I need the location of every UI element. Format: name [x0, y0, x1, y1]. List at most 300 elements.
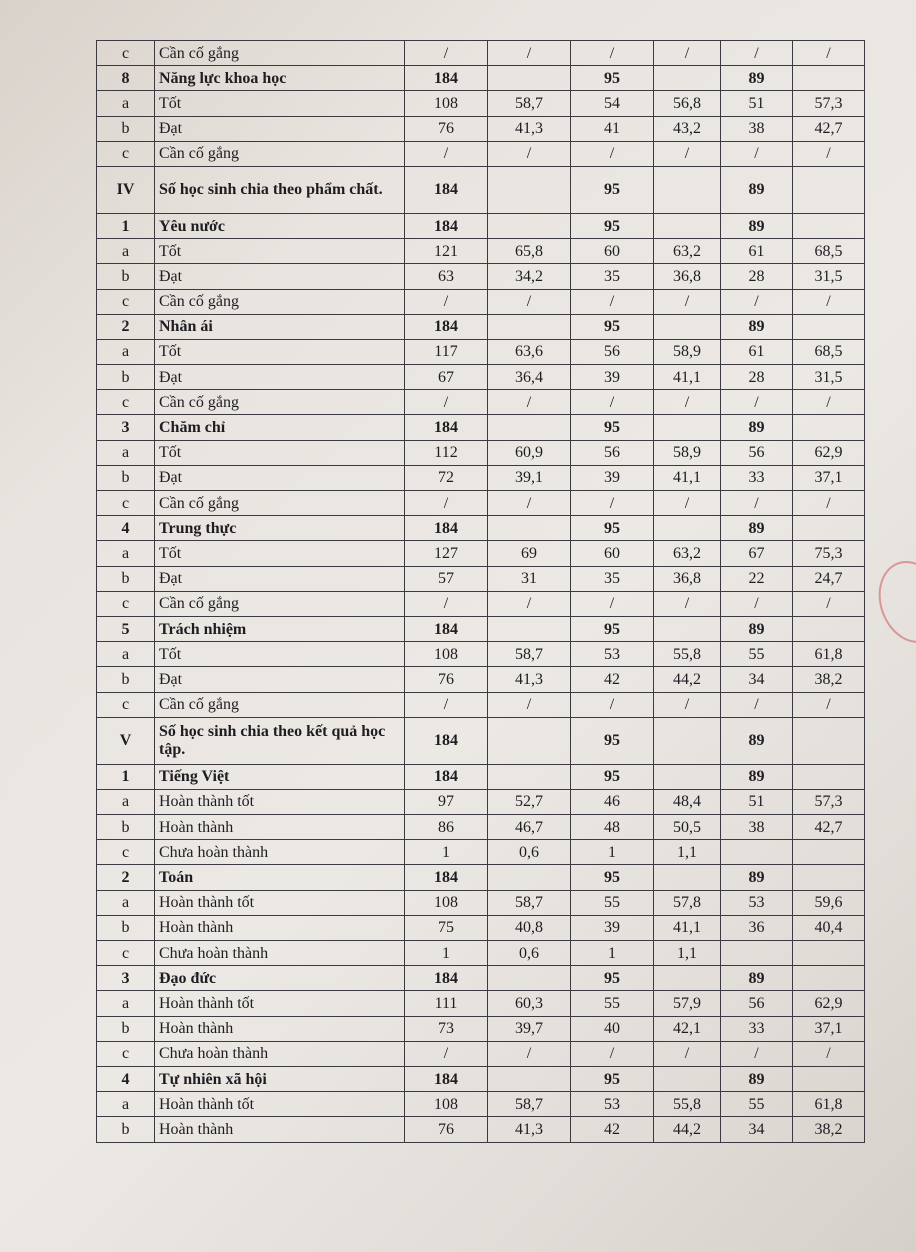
value-cell: 36,8: [654, 264, 721, 289]
value-cell: 58,7: [488, 1092, 571, 1117]
value-cell: 65,8: [488, 239, 571, 264]
value-cell: [488, 166, 571, 213]
value-cell: 1: [571, 941, 654, 966]
value-cell: 39: [571, 465, 654, 490]
row-code: 3: [97, 966, 155, 991]
row-code: a: [97, 440, 155, 465]
value-cell: 57,3: [793, 91, 865, 116]
value-cell: 1: [571, 840, 654, 865]
row-code: 2: [97, 314, 155, 339]
value-cell: /: [793, 1041, 865, 1066]
row-label: Trung thực: [155, 516, 405, 541]
row-code: 8: [97, 66, 155, 91]
table-row: [97, 339, 865, 364]
value-cell: /: [571, 1041, 654, 1066]
value-cell: [488, 516, 571, 541]
value-cell: [793, 516, 865, 541]
row-label: Đạt: [155, 365, 405, 390]
row-code: 4: [97, 516, 155, 541]
value-cell: 89: [721, 966, 793, 991]
table-row: [97, 692, 865, 717]
table-row: [97, 1117, 865, 1142]
row-label: Cần cố gắng: [155, 289, 405, 314]
value-cell: [793, 213, 865, 238]
value-cell: 41: [571, 116, 654, 141]
value-cell: 184: [405, 66, 488, 91]
row-label: Toán: [155, 865, 405, 890]
value-cell: [793, 966, 865, 991]
value-cell: 35: [571, 264, 654, 289]
row-label: Chưa hoàn thành: [155, 840, 405, 865]
value-cell: 75,3: [793, 541, 865, 566]
value-cell: /: [654, 1041, 721, 1066]
value-cell: 95: [571, 166, 654, 213]
row-label: Hoàn thành: [155, 1016, 405, 1041]
value-cell: 36: [721, 915, 793, 940]
value-cell: [793, 941, 865, 966]
row-label: Số học sinh chia theo kết quả học tập.: [155, 717, 405, 764]
value-cell: 89: [721, 166, 793, 213]
value-cell: /: [571, 41, 654, 66]
value-cell: /: [405, 289, 488, 314]
value-cell: /: [488, 692, 571, 717]
section-row: [97, 314, 865, 339]
value-cell: /: [793, 390, 865, 415]
value-cell: [793, 865, 865, 890]
value-cell: 51: [721, 91, 793, 116]
value-cell: 56: [721, 991, 793, 1016]
value-cell: 43,2: [654, 116, 721, 141]
value-cell: [654, 314, 721, 339]
value-cell: 86: [405, 815, 488, 840]
value-cell: 41,1: [654, 465, 721, 490]
value-cell: /: [488, 289, 571, 314]
row-label: Hoàn thành: [155, 1117, 405, 1142]
row-label: Năng lực khoa học: [155, 66, 405, 91]
value-cell: 60,9: [488, 440, 571, 465]
value-cell: 41,3: [488, 667, 571, 692]
value-cell: 76: [405, 667, 488, 692]
row-code: a: [97, 642, 155, 667]
value-cell: 34: [721, 667, 793, 692]
red-seal-stamp: [868, 552, 916, 653]
value-cell: [654, 966, 721, 991]
value-cell: 59,6: [793, 890, 865, 915]
value-cell: 38: [721, 116, 793, 141]
row-code: b: [97, 465, 155, 490]
value-cell: 63: [405, 264, 488, 289]
value-cell: 53: [571, 1092, 654, 1117]
value-cell: 56: [721, 440, 793, 465]
row-code: b: [97, 915, 155, 940]
value-cell: 28: [721, 365, 793, 390]
row-label: Tốt: [155, 239, 405, 264]
value-cell: /: [654, 289, 721, 314]
row-label: Hoàn thành tốt: [155, 1092, 405, 1117]
value-cell: /: [654, 491, 721, 516]
row-code: a: [97, 339, 155, 364]
row-code: IV: [97, 166, 155, 213]
value-cell: 95: [571, 314, 654, 339]
value-cell: /: [571, 692, 654, 717]
row-label: Tiếng Việt: [155, 764, 405, 789]
value-cell: 51: [721, 789, 793, 814]
table-row: [97, 141, 865, 166]
row-label: Tốt: [155, 541, 405, 566]
value-cell: [488, 213, 571, 238]
value-cell: 48: [571, 815, 654, 840]
value-cell: 42: [571, 1117, 654, 1142]
value-cell: 44,2: [654, 667, 721, 692]
value-cell: 61: [721, 339, 793, 364]
value-cell: 28: [721, 264, 793, 289]
value-cell: /: [488, 390, 571, 415]
value-cell: 184: [405, 865, 488, 890]
table-row: [97, 390, 865, 415]
value-cell: /: [405, 41, 488, 66]
value-cell: 46: [571, 789, 654, 814]
value-cell: 75: [405, 915, 488, 940]
value-cell: 24,7: [793, 566, 865, 591]
value-cell: 62,9: [793, 991, 865, 1016]
row-code: c: [97, 289, 155, 314]
value-cell: 34,2: [488, 264, 571, 289]
value-cell: 61,8: [793, 1092, 865, 1117]
value-cell: 41,3: [488, 116, 571, 141]
row-code: b: [97, 566, 155, 591]
table-body: [97, 41, 865, 1143]
value-cell: /: [654, 141, 721, 166]
value-cell: 89: [721, 66, 793, 91]
value-cell: /: [654, 390, 721, 415]
value-cell: 39,7: [488, 1016, 571, 1041]
value-cell: /: [793, 591, 865, 616]
value-cell: /: [721, 491, 793, 516]
value-cell: 95: [571, 616, 654, 641]
value-cell: 55,8: [654, 642, 721, 667]
section-row: [97, 717, 865, 764]
value-cell: 60: [571, 541, 654, 566]
value-cell: /: [405, 692, 488, 717]
value-cell: 53: [721, 890, 793, 915]
value-cell: /: [405, 1041, 488, 1066]
value-cell: [654, 66, 721, 91]
value-cell: 184: [405, 616, 488, 641]
row-label: Trách nhiệm: [155, 616, 405, 641]
value-cell: 56,8: [654, 91, 721, 116]
row-code: a: [97, 789, 155, 814]
value-cell: 63,2: [654, 239, 721, 264]
value-cell: 60: [571, 239, 654, 264]
value-cell: 89: [721, 865, 793, 890]
row-label: Hoàn thành tốt: [155, 991, 405, 1016]
value-cell: 33: [721, 1016, 793, 1041]
value-cell: [654, 616, 721, 641]
value-cell: 68,5: [793, 339, 865, 364]
value-cell: 95: [571, 415, 654, 440]
row-code: c: [97, 141, 155, 166]
value-cell: 31,5: [793, 264, 865, 289]
value-cell: [488, 1066, 571, 1091]
row-code: 4: [97, 1066, 155, 1091]
row-code: a: [97, 991, 155, 1016]
value-cell: /: [721, 1041, 793, 1066]
table-row: [97, 789, 865, 814]
value-cell: 108: [405, 890, 488, 915]
value-cell: 68,5: [793, 239, 865, 264]
value-cell: 1,1: [654, 941, 721, 966]
value-cell: 72: [405, 465, 488, 490]
row-label: Nhân ái: [155, 314, 405, 339]
value-cell: /: [488, 491, 571, 516]
section-row: [97, 1066, 865, 1091]
value-cell: 1: [405, 840, 488, 865]
value-cell: [793, 764, 865, 789]
value-cell: 31,5: [793, 365, 865, 390]
value-cell: 184: [405, 764, 488, 789]
section-row: [97, 764, 865, 789]
row-label: Yêu nước: [155, 213, 405, 238]
value-cell: [488, 865, 571, 890]
section-row: [97, 166, 865, 213]
value-cell: 39,1: [488, 465, 571, 490]
value-cell: 73: [405, 1016, 488, 1041]
table-row: [97, 890, 865, 915]
table-row: [97, 491, 865, 516]
table-row: [97, 667, 865, 692]
value-cell: [654, 166, 721, 213]
row-label: Chưa hoàn thành: [155, 941, 405, 966]
row-code: c: [97, 1041, 155, 1066]
row-label: Đạo đức: [155, 966, 405, 991]
value-cell: 184: [405, 166, 488, 213]
value-cell: 95: [571, 1066, 654, 1091]
section-row: [97, 516, 865, 541]
row-code: c: [97, 840, 155, 865]
table-row: [97, 465, 865, 490]
value-cell: 60,3: [488, 991, 571, 1016]
value-cell: /: [721, 289, 793, 314]
value-cell: 95: [571, 764, 654, 789]
value-cell: [488, 717, 571, 764]
value-cell: 58,7: [488, 890, 571, 915]
section-row: [97, 966, 865, 991]
value-cell: 42,7: [793, 815, 865, 840]
value-cell: 40,4: [793, 915, 865, 940]
value-cell: [488, 966, 571, 991]
value-cell: /: [488, 1041, 571, 1066]
value-cell: 55: [571, 890, 654, 915]
row-code: b: [97, 1117, 155, 1142]
value-cell: [488, 616, 571, 641]
row-label: Chăm chỉ: [155, 415, 405, 440]
value-cell: 1: [405, 941, 488, 966]
value-cell: /: [654, 591, 721, 616]
row-label: Hoàn thành: [155, 915, 405, 940]
value-cell: 1,1: [654, 840, 721, 865]
row-label: Tốt: [155, 339, 405, 364]
row-code: 5: [97, 616, 155, 641]
value-cell: [654, 717, 721, 764]
value-cell: 69: [488, 541, 571, 566]
value-cell: /: [488, 141, 571, 166]
table-row: [97, 941, 865, 966]
value-cell: 108: [405, 91, 488, 116]
value-cell: 76: [405, 1117, 488, 1142]
value-cell: 89: [721, 1066, 793, 1091]
row-label: Đạt: [155, 667, 405, 692]
row-label: Cần cố gắng: [155, 390, 405, 415]
row-label: Hoàn thành: [155, 815, 405, 840]
value-cell: [654, 516, 721, 541]
value-cell: 42,1: [654, 1016, 721, 1041]
value-cell: 0,6: [488, 840, 571, 865]
row-code: b: [97, 667, 155, 692]
value-cell: 184: [405, 213, 488, 238]
row-label: Cần cố gắng: [155, 491, 405, 516]
value-cell: /: [405, 390, 488, 415]
value-cell: 184: [405, 516, 488, 541]
value-cell: [654, 764, 721, 789]
row-label: Cần cố gắng: [155, 41, 405, 66]
row-label: Cần cố gắng: [155, 692, 405, 717]
row-label: Tự nhiên xã hội: [155, 1066, 405, 1091]
value-cell: 76: [405, 116, 488, 141]
table-row: [97, 1041, 865, 1066]
value-cell: 89: [721, 415, 793, 440]
value-cell: [721, 840, 793, 865]
value-cell: 38,2: [793, 667, 865, 692]
row-code: a: [97, 1092, 155, 1117]
row-label: Tốt: [155, 91, 405, 116]
value-cell: 38: [721, 815, 793, 840]
value-cell: [793, 840, 865, 865]
value-cell: 41,1: [654, 365, 721, 390]
value-cell: 61: [721, 239, 793, 264]
value-cell: /: [793, 289, 865, 314]
value-cell: [488, 764, 571, 789]
value-cell: 37,1: [793, 1016, 865, 1041]
row-code: b: [97, 1016, 155, 1041]
value-cell: 55: [721, 642, 793, 667]
section-row: [97, 616, 865, 641]
value-cell: 95: [571, 516, 654, 541]
row-label: Chưa hoàn thành: [155, 1041, 405, 1066]
row-code: b: [97, 264, 155, 289]
value-cell: 39: [571, 365, 654, 390]
value-cell: /: [571, 591, 654, 616]
value-cell: 184: [405, 966, 488, 991]
value-cell: 31: [488, 566, 571, 591]
row-label: Đạt: [155, 116, 405, 141]
row-code: 2: [97, 865, 155, 890]
value-cell: 67: [405, 365, 488, 390]
value-cell: 35: [571, 566, 654, 591]
value-cell: 89: [721, 764, 793, 789]
value-cell: 89: [721, 213, 793, 238]
value-cell: 57,3: [793, 789, 865, 814]
value-cell: [793, 166, 865, 213]
value-cell: 108: [405, 642, 488, 667]
value-cell: 36,8: [654, 566, 721, 591]
value-cell: 41,1: [654, 915, 721, 940]
value-cell: [488, 415, 571, 440]
value-cell: /: [571, 141, 654, 166]
value-cell: 117: [405, 339, 488, 364]
row-code: V: [97, 717, 155, 764]
table-row: [97, 991, 865, 1016]
value-cell: [721, 941, 793, 966]
value-cell: 52,7: [488, 789, 571, 814]
row-code: c: [97, 941, 155, 966]
value-cell: 58,7: [488, 91, 571, 116]
value-cell: 89: [721, 717, 793, 764]
value-cell: /: [793, 41, 865, 66]
value-cell: /: [721, 141, 793, 166]
row-label: Cần cố gắng: [155, 141, 405, 166]
row-code: a: [97, 239, 155, 264]
value-cell: 55,8: [654, 1092, 721, 1117]
table-row: [97, 239, 865, 264]
value-cell: [793, 415, 865, 440]
value-cell: [654, 865, 721, 890]
value-cell: 39: [571, 915, 654, 940]
row-label: Hoàn thành tốt: [155, 789, 405, 814]
row-label: Tốt: [155, 440, 405, 465]
value-cell: 108: [405, 1092, 488, 1117]
value-cell: [488, 66, 571, 91]
value-cell: 42: [571, 667, 654, 692]
value-cell: 95: [571, 865, 654, 890]
table-row: [97, 1092, 865, 1117]
value-cell: 36,4: [488, 365, 571, 390]
row-code: b: [97, 815, 155, 840]
table-row: [97, 91, 865, 116]
row-label: Đạt: [155, 465, 405, 490]
value-cell: 33: [721, 465, 793, 490]
value-cell: 63,6: [488, 339, 571, 364]
value-cell: [793, 66, 865, 91]
row-code: c: [97, 692, 155, 717]
value-cell: 42,7: [793, 116, 865, 141]
section-row: [97, 865, 865, 890]
value-cell: 89: [721, 516, 793, 541]
value-cell: [654, 415, 721, 440]
table-row: [97, 289, 865, 314]
value-cell: /: [721, 692, 793, 717]
value-cell: 56: [571, 440, 654, 465]
value-cell: /: [488, 591, 571, 616]
value-cell: 34: [721, 1117, 793, 1142]
value-cell: /: [571, 289, 654, 314]
value-cell: /: [488, 41, 571, 66]
value-cell: /: [721, 41, 793, 66]
value-cell: 40: [571, 1016, 654, 1041]
table-row: [97, 116, 865, 141]
value-cell: 127: [405, 541, 488, 566]
value-cell: 40,8: [488, 915, 571, 940]
value-cell: /: [654, 41, 721, 66]
value-cell: 22: [721, 566, 793, 591]
value-cell: /: [721, 390, 793, 415]
value-cell: [793, 717, 865, 764]
table-row: [97, 440, 865, 465]
value-cell: /: [571, 390, 654, 415]
value-cell: 184: [405, 415, 488, 440]
value-cell: 56: [571, 339, 654, 364]
row-label: Đạt: [155, 566, 405, 591]
row-label: Số học sinh chia theo phẩm chất.: [155, 166, 405, 213]
